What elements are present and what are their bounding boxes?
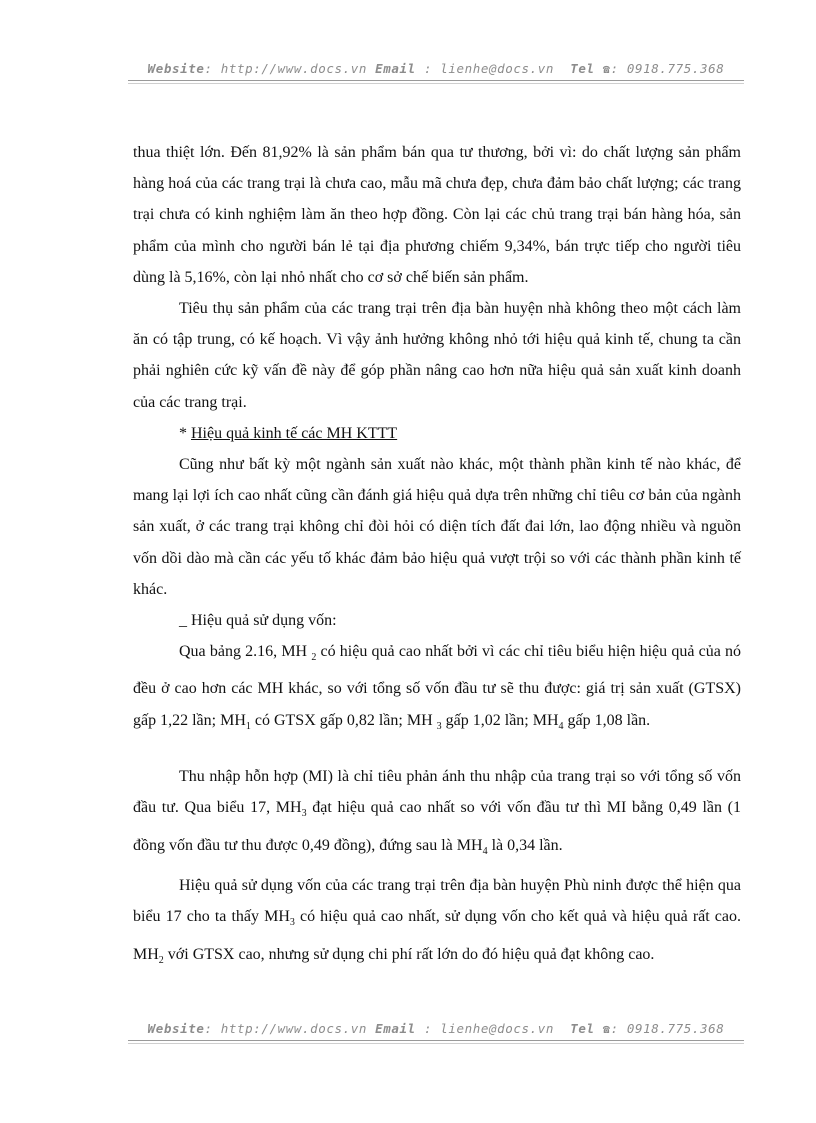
footer-rule-secondary bbox=[128, 1043, 744, 1044]
website-label: Website bbox=[147, 1021, 205, 1036]
text-run: Thu nhập hỗn hợp (MI) là chỉ tiêu phản ánh thu nhập của trang trại so với tổng số vốn đầu tư. Qua biểu 17, MH bbox=[133, 768, 741, 817]
paragraph-capital-conclusion bbox=[133, 870, 741, 976]
subscript: 3 bbox=[289, 917, 295, 929]
paragraph-efficiency-intro: Cũng như bất kỳ một ngành sản xuất nào khác, một thành phần kinh tế nào khác, để mang lại lợi ích cao nhất cũng cần đánh giá hiệu quả dựa trên những chỉ tiêu cơ bản của ngành sản xuất, ở các trang trại không chỉ đòi hỏi có diện tích đất đai lớn, lao động nhiều và nguồn vốn dồi dào mà cần các yếu tố khác đảm bảo hiệu quả vượt trội so với các thành phần kinh tế khác. bbox=[133, 456, 741, 598]
heading-text: Hiệu quả kinh tế các MH KTTT bbox=[191, 425, 398, 442]
subscript: 4 bbox=[558, 720, 564, 732]
tel-value: : 0918.775.368 bbox=[610, 61, 725, 76]
subscript: 4 bbox=[482, 845, 488, 857]
website-value[interactable]: : http://www.docs.vn bbox=[204, 61, 368, 76]
subscript: 2 bbox=[311, 652, 317, 664]
footer-rule bbox=[128, 1040, 744, 1041]
text-run: Qua bảng 2.16, MH bbox=[179, 643, 312, 660]
text-run: Hiệu quả sử dụng vốn của các trang trại trên địa bàn huyện Phù ninh được thể hiện qua biểu 17 cho ta thấy MH bbox=[133, 877, 741, 926]
subheading-capital-efficiency: _ Hiệu quả sử dụng vốn: bbox=[179, 612, 337, 629]
website-label: Website bbox=[147, 61, 205, 76]
page-header bbox=[128, 61, 744, 76]
subscript: 2 bbox=[158, 954, 164, 966]
text-run: có hiệu quả cao nhất bởi vì các chỉ tiêu biểu hiện hiệu quả của nó đều ở cao hơn các MH khác, so với tổng số vốn đầu tư sẽ thu được: giá trị sản xuất (GTSX) gấp 1,22 lần; MH bbox=[133, 643, 742, 729]
subscript: 1 bbox=[245, 720, 251, 732]
email-value[interactable]: : lienhe@docs.vn bbox=[423, 1021, 554, 1036]
email-value[interactable]: : lienhe@docs.vn bbox=[423, 61, 554, 76]
paragraph-mixed-income bbox=[133, 761, 741, 867]
email-label: Email bbox=[375, 1021, 416, 1036]
paragraph-consumption-summary: Tiêu thụ sản phẩm của các trang trại trên địa bàn huyện nhà không theo một cách làm ăn có tập trung, có kế hoạch. Vì vậy ảnh hưởng không nhỏ tới hiệu quả kinh tế, chung ta cần phải nghiên cức kỹ vấn đề này để góp phần nâng cao hơn nữa hiệu quả sản xuất kinh doanh của các trang trại. bbox=[133, 300, 741, 411]
tel-label: Tel bbox=[570, 61, 595, 76]
heading-bullet: * bbox=[179, 425, 191, 442]
tel-label: Tel bbox=[570, 1021, 595, 1036]
subscript: 3 bbox=[301, 808, 307, 820]
header-rule bbox=[128, 80, 744, 81]
telephone-icon: ☎ bbox=[602, 1022, 611, 1036]
text-run: là 0,34 lần. bbox=[487, 836, 563, 854]
text-run: với GTSX cao, nhưng sử dụng chi phí rất lớn do đó hiệu quả đạt không cao. bbox=[163, 945, 655, 963]
telephone-icon: ☎ bbox=[602, 62, 611, 76]
section-heading bbox=[133, 418, 741, 449]
subscript: 3 bbox=[436, 720, 442, 732]
tel-value: : 0918.775.368 bbox=[610, 1021, 725, 1036]
paragraph-consumption-channels: thua thiệt lớn. Đến 81,92% là sản phẩm bán qua tư thương, bởi vì: do chất lượng sản phẩm hàng hoá của các trang trại là chưa cao, mẫu mã chưa đẹp, chưa đảm bảo chất lượng; các trang trại chưa có kinh nghiệm làm ăn theo hợp đồng. Còn lại các chủ trang trại bán hàng hóa, sản phẩm của mình cho người bán lẻ tại địa phương chiếm 9,34%, bán trực tiếp cho người tiêu dùng là 5,16%, còn lại nhỏ nhất cho cơ sở chế biến sản phẩm. bbox=[133, 144, 741, 286]
website-value[interactable]: : http://www.docs.vn bbox=[204, 1021, 368, 1036]
text-run: gấp 1,08 lần. bbox=[563, 711, 651, 729]
page-footer bbox=[128, 1021, 744, 1036]
paragraph-table-analysis bbox=[133, 636, 741, 742]
email-label: Email bbox=[375, 61, 416, 76]
text-run: gấp 1,02 lần; MH bbox=[441, 711, 559, 729]
text-run: có hiệu quả cao nhất, sử dụng vốn cho kết quả và hiệu quả rất cao. MH bbox=[133, 908, 741, 963]
text-run: đạt hiệu quả cao nhất so với vốn đầu tư thì MI bằng 0,49 lần (1 đồng vốn đầu tư thu được 0,49 đồng), đứng sau là MH bbox=[133, 799, 742, 854]
text-run: có GTSX gấp 0,82 lần; MH bbox=[250, 711, 437, 729]
header-rule-secondary bbox=[128, 83, 744, 84]
